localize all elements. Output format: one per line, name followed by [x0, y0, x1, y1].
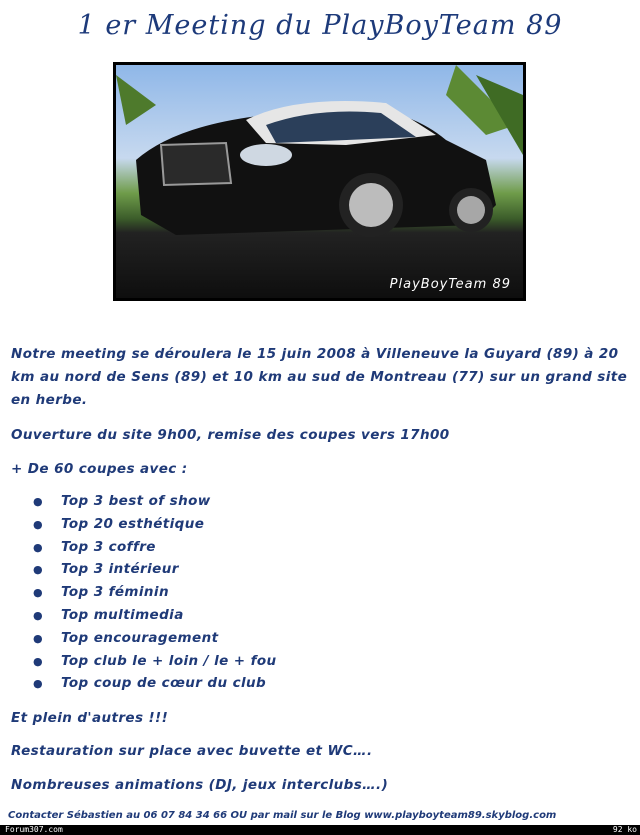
bullet-icon: ●	[33, 517, 43, 531]
list-item: ● Top multimedia	[33, 604, 277, 627]
more-text: Et plein d'autres !!!	[11, 710, 169, 726]
palm-frond-left	[116, 75, 156, 125]
bullet-icon: ●	[33, 631, 43, 645]
bullet-icon: ●	[33, 563, 43, 577]
bullet-icon: ●	[33, 586, 43, 600]
list-item: ● Top 3 féminin	[33, 581, 277, 604]
list-item: ● Top 20 esthétique	[33, 513, 277, 536]
footer-bar	[0, 825, 640, 835]
cups-intro: + De 60 coupes avec :	[11, 461, 188, 477]
file-size: 92 ko	[612, 825, 637, 834]
car-grille	[161, 143, 231, 185]
list-item: ● Top coup de cœur du club	[33, 672, 277, 695]
opening-hours: Ouverture du site 9h00, remise des coupes vers 17h00	[11, 427, 450, 443]
list-item: ● Top club le + loin / le + fou	[33, 650, 277, 673]
car-illustration	[116, 65, 523, 298]
car-rim-front	[349, 183, 393, 227]
cups-list	[33, 490, 277, 695]
animations-text: Nombreuses animations (DJ, jeux interclubs….)	[11, 777, 389, 793]
contact-line: Contacter Sébastien au 06 07 84 34 66 OU par mail sur le Blog www.playboyteam89.skyblog.com	[8, 810, 557, 821]
forum-link[interactable]: Forum307.com	[5, 825, 63, 834]
car-rim-rear	[457, 196, 485, 224]
page-title: 1 er Meeting du PlayBoyTeam 89	[77, 10, 563, 41]
list-item: ● Top encouragement	[33, 627, 277, 650]
list-item: ● Top 3 best of show	[33, 490, 277, 513]
bullet-icon: ●	[33, 540, 43, 554]
bullet-icon: ●	[33, 654, 43, 668]
bullet-icon: ●	[33, 608, 43, 622]
list-item: ● Top 3 coffre	[33, 536, 277, 559]
bullet-icon: ●	[33, 495, 43, 508]
bullet-icon: ●	[33, 677, 43, 691]
car-headlight	[240, 144, 292, 166]
car-photo	[113, 62, 526, 301]
photo-caption: PlayBoyTeam 89	[389, 277, 511, 292]
food-text: Restauration sur place avec buvette et WC….	[11, 743, 373, 759]
list-item: ● Top 3 intérieur	[33, 558, 277, 581]
intro-paragraph: Notre meeting se déroulera le 15 juin 2008 à Villeneuve la Guyard (89) à 20 km au nord de Sens (89) et 10 km au sud de Montreau (77) sur un grand site en herbe.	[11, 346, 628, 408]
